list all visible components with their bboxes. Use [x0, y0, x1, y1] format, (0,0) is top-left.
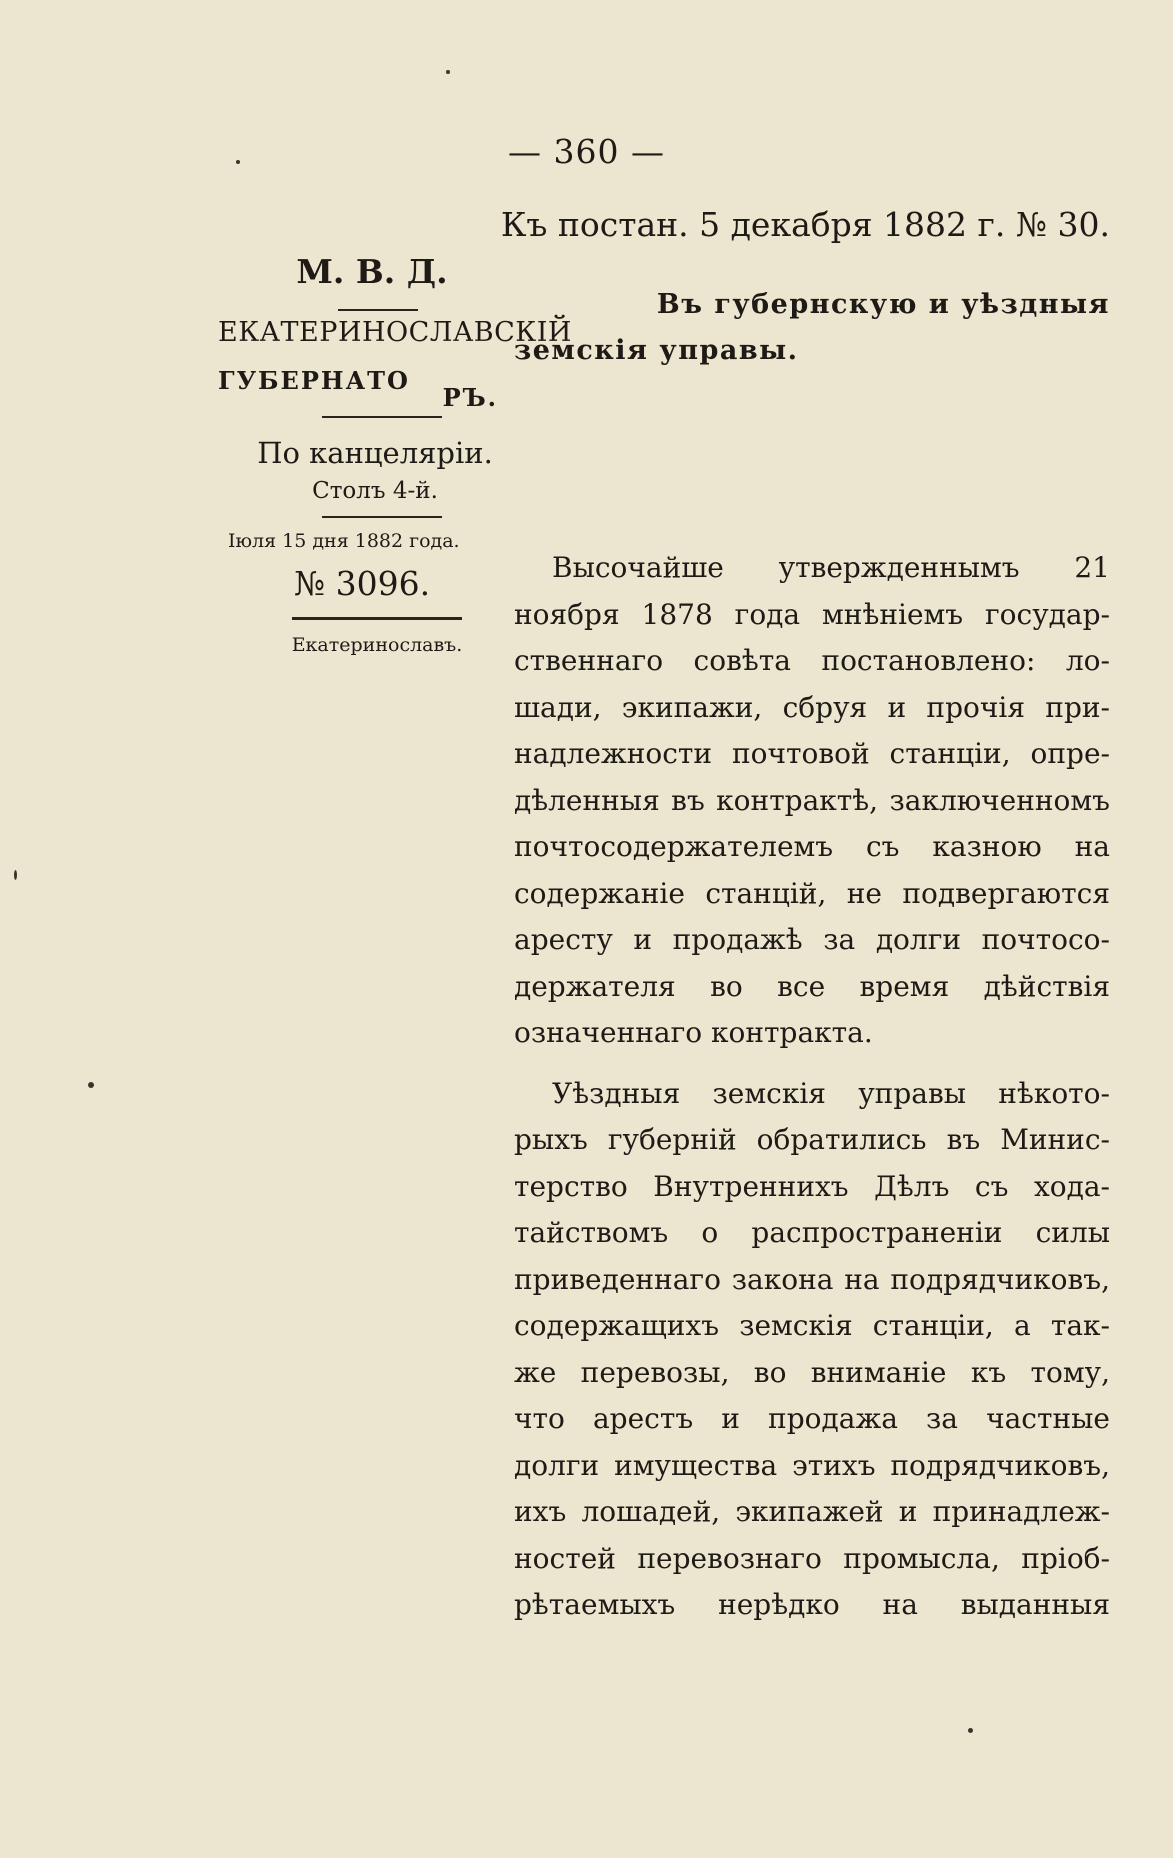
text-line: приведеннаго закона на подрядчиковъ,	[514, 1262, 1110, 1296]
text-line: ноября 1878 года мнѣніемъ государ-	[514, 597, 1110, 631]
governor-title-part2: РЪ.	[442, 383, 498, 412]
text-line: ностей перевознаго промысла, пріоб-	[514, 1541, 1110, 1575]
office-name: ЕКАТЕРИНОСЛАВСКІЙ	[218, 317, 572, 348]
text-line: шади, экипажи, сбруя и прочія при-	[514, 690, 1110, 724]
governor-title-part1: ГУБЕРНАТО	[218, 366, 410, 395]
body-text	[514, 545, 1110, 1629]
text-line: рыхъ губерній обратились въ Минис-	[514, 1123, 1110, 1156]
text-line: содержащихъ земскія станціи, а так-	[514, 1309, 1110, 1342]
chancery-label: По канцеляріи.	[257, 436, 493, 470]
divider	[322, 516, 442, 518]
text-line: ственнаго совѣта постановлено: ло-	[514, 644, 1110, 677]
text-line: содержаніе станцій, не подвергаются	[514, 876, 1110, 910]
text-line: терство Внутреннихъ Дѣлъ съ хода-	[514, 1169, 1110, 1203]
text-line: держателя во все время дѣйствія	[514, 969, 1110, 1003]
ministry-abbrev: М. В. Д.	[296, 252, 448, 291]
paragraph	[514, 545, 1110, 1057]
resolution-reference: Къ постан. 5 декабря 1882 г. № 30.	[500, 205, 1110, 244]
text-line: означеннаго контракта.	[514, 1016, 873, 1049]
addressee	[514, 282, 1110, 374]
paper-speck	[236, 160, 240, 164]
document-date: Іюля 15 дня 1882 года.	[228, 530, 460, 552]
text-line: аресту и продажѣ за долги почтосо-	[514, 923, 1110, 956]
paper-speck	[446, 70, 450, 74]
divider	[338, 309, 418, 311]
paper-speck	[14, 870, 17, 880]
text-line: почтосодержателемъ съ казною на	[514, 830, 1110, 863]
text-line: надлежности почтовой станціи, опре-	[514, 737, 1110, 770]
paper-speck	[968, 1728, 973, 1733]
paper-speck	[88, 1082, 94, 1088]
paragraph	[514, 1071, 1110, 1629]
city-name: Екатеринославъ.	[291, 634, 463, 656]
sidebar-heading	[218, 252, 572, 656]
text-line: же перевозы, во вниманіе къ тому,	[514, 1355, 1110, 1389]
divider	[322, 416, 442, 418]
text-line: дѣленныя въ контрактѣ, заключенномъ	[514, 783, 1110, 817]
page-number: — 360 —	[508, 132, 665, 171]
document-number: № 3096.	[293, 564, 431, 603]
addressee-line: Въ губернскую и уѣздныя	[656, 289, 1110, 320]
text-line: Высочайше утвержденнымъ 21	[552, 551, 1110, 584]
addressee-line: земскія управы.	[514, 335, 799, 366]
text-line: ихъ лошадей, экипажей и принадлеж-	[514, 1495, 1110, 1528]
text-line: тайствомъ о распространеніи силы	[514, 1216, 1110, 1249]
desk-number: Столъ 4-й.	[312, 478, 438, 504]
text-line: Уѣздныя земскія управы нѣкото-	[552, 1076, 1110, 1110]
text-line: что арестъ и продажа за частные	[514, 1402, 1110, 1435]
text-line: рѣтаемыхъ нерѣдко на выданныя	[514, 1588, 1110, 1621]
divider	[292, 617, 462, 620]
text-line: долги имущества этихъ подрядчиковъ,	[514, 1448, 1110, 1482]
